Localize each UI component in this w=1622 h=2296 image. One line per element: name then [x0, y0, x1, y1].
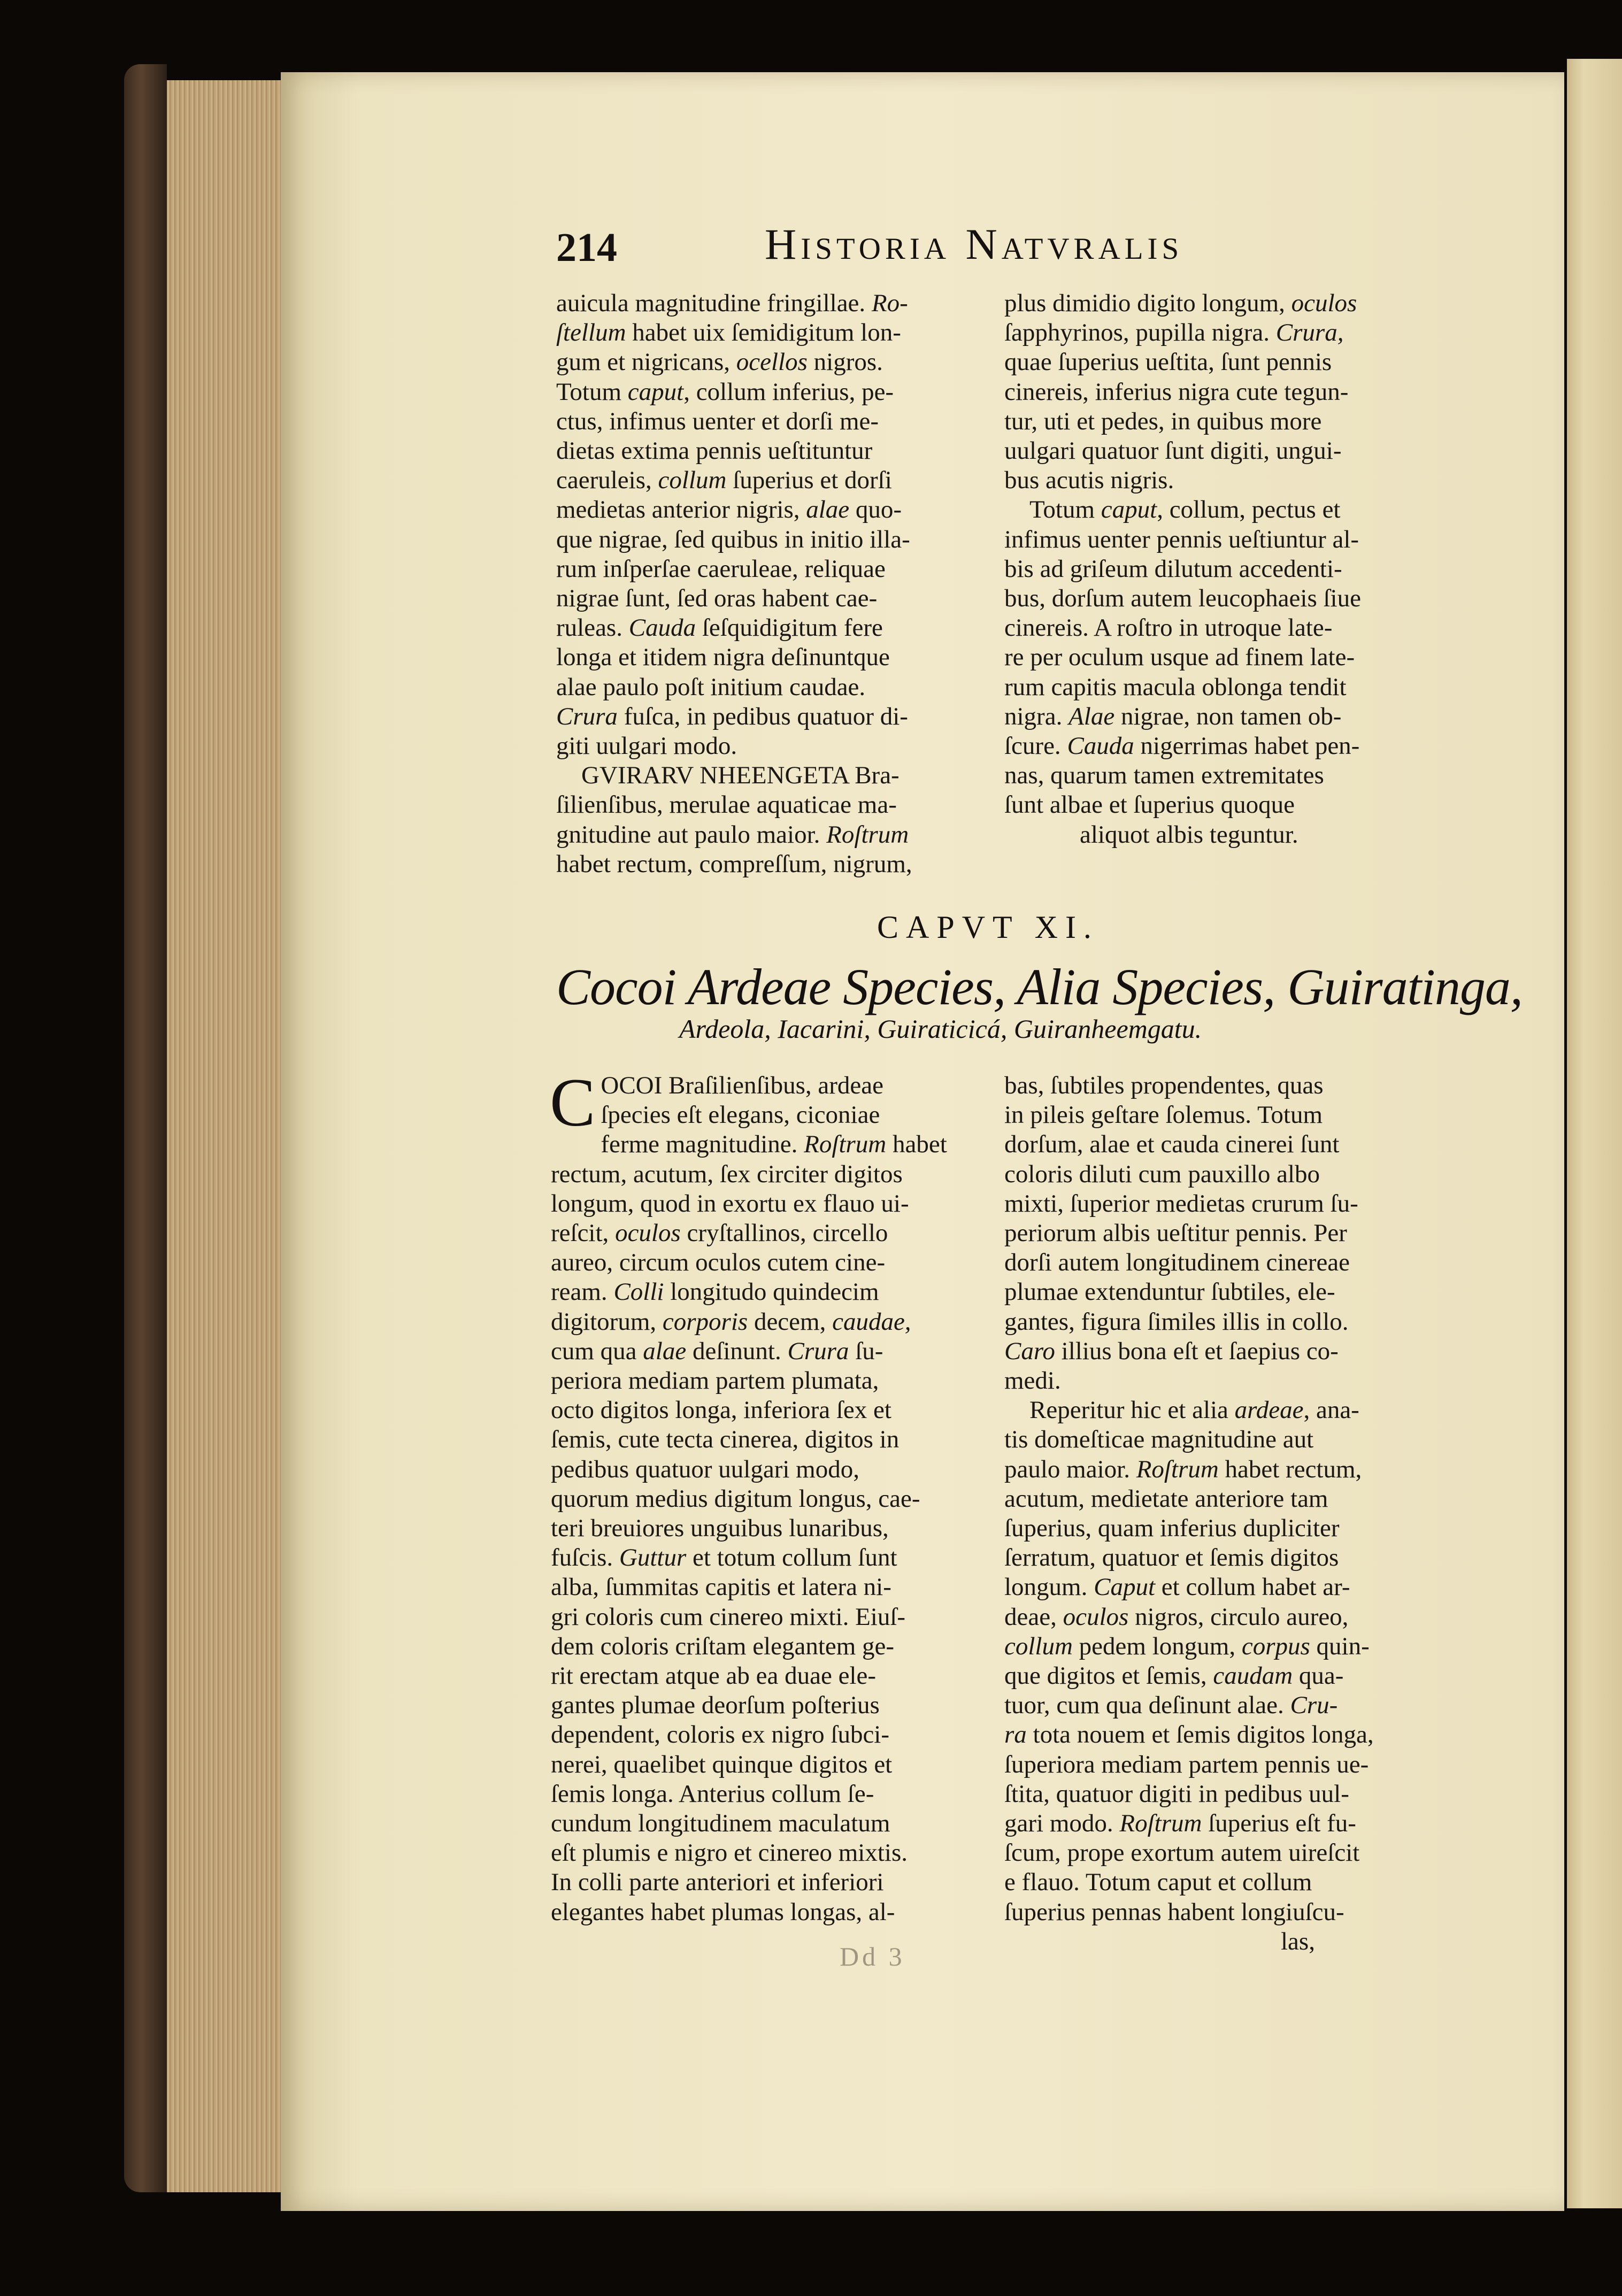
- text-run: decem,: [748, 1307, 833, 1336]
- text-run: cinereis. A roſtro in utroque late-: [1004, 614, 1333, 642]
- left-column-bottom: [550, 1065, 984, 1927]
- text-run: que digitos et ſemis,: [1004, 1662, 1213, 1690]
- italic-term: ocellos: [736, 348, 808, 376]
- text-run: caeruleis,: [556, 466, 658, 495]
- italic-term: ſtellum: [556, 319, 626, 347]
- text-run: paulo maior.: [1004, 1455, 1136, 1483]
- text-run: gum et nigricans,: [556, 348, 736, 376]
- text-run: las,: [1004, 1927, 1315, 1955]
- text-run: longitudo quindecim: [664, 1278, 879, 1306]
- text-run: ſuperius pennas habent longiuſcu-: [1004, 1898, 1344, 1926]
- text-run: uulgari quatuor ſunt digiti, ungui-: [1004, 437, 1342, 465]
- italic-term: caudae,: [832, 1307, 911, 1336]
- text-run: nigros, circulo aureo,: [1128, 1602, 1349, 1631]
- text-run: cum qua: [551, 1337, 643, 1365]
- text-run: bus, dorſum autem leucophaeis ſiue: [1004, 584, 1361, 613]
- italic-term: Colli: [613, 1278, 664, 1306]
- text-run: longum.: [1004, 1573, 1094, 1601]
- text-run: ſuperius et dorſi: [726, 466, 892, 495]
- italic-term: collum: [1004, 1632, 1073, 1660]
- text-run: pedibus quatuor uulgari modo,: [551, 1455, 859, 1483]
- italic-term: caput: [1101, 496, 1157, 524]
- italic-term: Alae: [1068, 702, 1115, 730]
- italic-term: Ro-: [871, 289, 908, 317]
- italic-term: Crura: [787, 1337, 849, 1365]
- text-run: alae paulo poſt initium caudae.: [556, 673, 866, 701]
- running-title: Historia Natvralis: [765, 220, 1183, 268]
- text-run: quorum medius digitum longus, cae-: [551, 1484, 920, 1513]
- signature-mark: Dd 3: [840, 1941, 905, 1971]
- chapter-title: Cocoi Ardeae Species, Alia Species, Guiratinga,: [556, 958, 1523, 1015]
- italic-term: alae: [643, 1337, 687, 1365]
- text-run: alba, ſummitas capitis et latera ni-: [551, 1573, 891, 1601]
- italic-term: caudam: [1213, 1662, 1293, 1690]
- text-run: ſapphyrinos, pupilla nigra.: [1004, 319, 1276, 347]
- text-run: elegantes habet plumas longas, al-: [551, 1898, 895, 1926]
- italic-term: Roſtrum: [1119, 1809, 1202, 1838]
- text-run: fuſca, in pedibus quatuor di-: [617, 702, 908, 730]
- text-run: infimus uenter pennis ueſtiuntur al-: [1004, 525, 1359, 553]
- page-number: 214: [556, 225, 617, 270]
- text-run: periorum albis ueſtitur pennis. Per: [1004, 1219, 1347, 1247]
- text-run: gantes plumae deorſum poſterius: [551, 1691, 880, 1720]
- text-run: bas, ſubtiles propendentes, quas: [1004, 1072, 1324, 1099]
- text-run: ſuperius eſt fu-: [1202, 1809, 1356, 1838]
- italic-term: Cru-: [1290, 1691, 1338, 1720]
- text-run: Totum: [1004, 496, 1101, 524]
- text-run: medietas anterior nigris,: [556, 496, 806, 524]
- italic-term: Cauda: [628, 614, 696, 642]
- text-run: Reperitur hic et alia: [1004, 1396, 1235, 1424]
- italic-term: Roſtrum: [1136, 1455, 1219, 1483]
- italic-term: corporis: [662, 1307, 748, 1336]
- text-run: OCOI Braſilienſibus, ardeae: [601, 1072, 883, 1099]
- text-run: ſcum, prope exortum autem uireſcit: [1004, 1839, 1360, 1867]
- text-run: quo-: [849, 496, 902, 524]
- text-run: , collum inferius, pe-: [683, 377, 894, 406]
- text-run: e flauo. Totum caput et collum: [1004, 1868, 1312, 1897]
- text-run: tuor, cum qua deſinunt alae.: [1004, 1691, 1290, 1720]
- right-column-bottom: [1004, 1071, 1432, 1956]
- text-run: ſunt albae et ſuperius quoque: [1004, 791, 1295, 819]
- text-run: habet rectum, compreſſum, nigrum,: [556, 850, 912, 878]
- italic-term: ardeae: [1234, 1396, 1304, 1424]
- text-run: gari modo.: [1004, 1809, 1120, 1838]
- chapter-number: CAPVT XI.: [877, 910, 1099, 945]
- text-run: qua-: [1293, 1662, 1344, 1690]
- text-run: pedem longum,: [1072, 1632, 1242, 1660]
- italic-term: Caput: [1094, 1573, 1156, 1601]
- left-column-top: [556, 289, 984, 879]
- text-run: nigros.: [807, 348, 883, 376]
- text-run: et collum habet ar-: [1155, 1573, 1350, 1601]
- text-run: dependent, coloris ex nigro ſubci-: [551, 1721, 890, 1749]
- text-run: ſuperius, quam inferius dupliciter: [1004, 1514, 1340, 1543]
- text-run: fuſcis.: [551, 1544, 619, 1572]
- italic-term: ra: [1004, 1721, 1027, 1749]
- italic-term: oculos: [615, 1219, 681, 1247]
- text-run: aliquot albis teguntur.: [1004, 820, 1298, 849]
- text-run: habet: [886, 1130, 947, 1159]
- text-run: nigerrimas habet pen-: [1134, 732, 1360, 760]
- italic-term: Crura,: [1275, 319, 1344, 347]
- text-run: gantes, figura ſimiles illis in collo.: [1004, 1307, 1349, 1336]
- text-run: cryſtallinos, circello: [680, 1219, 888, 1247]
- text-run: aureo, circum oculos cutem cine-: [551, 1249, 886, 1277]
- text-run: nigra.: [1004, 702, 1069, 730]
- text-run: mixti, ſuperior medietas crurum ſu-: [1004, 1189, 1358, 1218]
- text-run: periora mediam partem plumata,: [551, 1367, 879, 1395]
- text-run: ſeſquidigitum fere: [696, 614, 883, 642]
- left-column-bottom-text: [550, 1065, 947, 1926]
- right-column-top: [1004, 289, 1432, 850]
- text-run: ſtita, quatuor digiti in pedibus uul-: [1004, 1779, 1349, 1808]
- italic-term: collum: [658, 466, 727, 495]
- text-run: eſt plumis e nigro et cinereo mixtis.: [551, 1839, 908, 1867]
- text-run: deae,: [1004, 1602, 1063, 1631]
- text-run: re per oculum usque ad finem late-: [1004, 643, 1355, 672]
- text-run: longum, quod in exortu ex flauo ui-: [551, 1189, 909, 1218]
- text-run: Totum: [556, 377, 628, 406]
- text-run: rectum, acutum, ſex circiter digitos: [551, 1160, 903, 1188]
- text-run: GVIRARV NHEENGETA Bra-: [556, 761, 900, 790]
- italic-term: Caro: [1004, 1337, 1055, 1365]
- text-run: dem coloris criſtam elegantem ge-: [551, 1632, 895, 1660]
- drop-capital: C: [550, 1065, 596, 1141]
- text-run: ream.: [551, 1278, 614, 1306]
- text-run: longa et itidem nigra deſinuntque: [556, 643, 890, 672]
- text-run: auicula magnitudine fringillae.: [556, 289, 872, 317]
- text-run: dorſi autem longitudinem cinereae: [1004, 1249, 1350, 1277]
- text-run: digitorum,: [551, 1307, 663, 1336]
- text-run: ferme magnitudine.: [601, 1130, 804, 1159]
- text-run: que nigrae, ſed quibus in initio illa-: [556, 525, 910, 553]
- italic-term: Crura: [556, 702, 618, 730]
- italic-term: oculos: [1063, 1602, 1129, 1631]
- text-run: deſinunt.: [686, 1337, 788, 1365]
- book-binding: [124, 64, 167, 2192]
- text-run: dietas extima pennis ueſtituntur: [556, 437, 873, 465]
- italic-term: alae: [806, 496, 850, 524]
- italic-term: corpus: [1241, 1632, 1310, 1660]
- text-run: rum capitis macula oblonga tendit: [1004, 673, 1347, 701]
- text-run: in pileis geſtare ſolemus. Totum: [1004, 1101, 1323, 1129]
- text-run: rum inſperſae caeruleae, reliquae: [556, 554, 886, 583]
- text-run: et totum collum ſunt: [686, 1544, 897, 1572]
- facing-page-edge: [1567, 59, 1622, 2208]
- text-run: quin-: [1310, 1632, 1370, 1660]
- text-run: habet rectum,: [1218, 1455, 1362, 1483]
- italic-term: caput: [627, 377, 684, 406]
- italic-term: Cauda: [1067, 732, 1134, 760]
- text-run: rit erectam atque ab ea duae ele-: [551, 1662, 876, 1690]
- text-run: reſcit,: [551, 1219, 616, 1247]
- text-run: ſilienſibus, merulae aquaticae ma-: [556, 791, 897, 819]
- text-run: medi.: [1004, 1367, 1061, 1395]
- italic-term: Roſtrum: [826, 820, 909, 849]
- text-run: , collum, pectus et: [1157, 496, 1341, 524]
- italic-term: oculos: [1291, 289, 1357, 317]
- text-run: ruleas.: [556, 614, 629, 642]
- text-run: ſpecies eſt elegans, ciconiae: [601, 1101, 880, 1129]
- text-run: nigrae, non tamen ob-: [1114, 702, 1342, 730]
- text-run: ſemis, cute tecta cinerea, digitos in: [551, 1426, 900, 1454]
- text-run: illius bona eſt et ſaepius co-: [1055, 1337, 1339, 1365]
- italic-term: Guttur: [619, 1544, 687, 1572]
- text-run: ſu-: [849, 1337, 883, 1365]
- text-run: tota nouem et ſemis digitos longa,: [1026, 1721, 1374, 1749]
- text-run: acutum, medietate anteriore tam: [1004, 1484, 1328, 1513]
- text-run: quae ſuperius ueſtita, ſunt pennis: [1004, 348, 1332, 376]
- italic-term: Roſtrum: [804, 1130, 887, 1159]
- text-run: ſcure.: [1004, 732, 1067, 760]
- text-run: gnitudine aut paulo maior.: [556, 820, 827, 849]
- text-run: cinereis, inferius nigra cute tegun-: [1004, 377, 1349, 406]
- text-run: bus acutis nigris.: [1004, 466, 1174, 495]
- text-run: bis ad griſeum dilutum accedenti-: [1004, 554, 1342, 583]
- text-run: tur, uti et pedes, in quibus more: [1004, 407, 1322, 435]
- text-run: habet uix ſemidigitum lon-: [626, 319, 901, 347]
- text-run: ſuperiora mediam partem pennis ue-: [1004, 1750, 1369, 1778]
- text-run: ſerratum, quatuor et ſemis digitos: [1004, 1544, 1339, 1572]
- chapter-subtitle: Ardeola, Iacarini, Guiraticicá, Guiranheemgatu.: [679, 1014, 1202, 1044]
- text-run: plumae extenduntur ſubtiles, ele-: [1004, 1278, 1335, 1306]
- text-run: tis domeſticae magnitudine aut: [1004, 1426, 1314, 1454]
- text-run: octo digitos longa, inferiora ſex et: [551, 1396, 891, 1424]
- text-run: dorſum, alae et cauda cinerei ſunt: [1004, 1130, 1340, 1159]
- text-run: ſemis longa. Anterius collum ſe-: [551, 1779, 874, 1808]
- text-run: teri breuiores unguibus lunaribus,: [551, 1514, 889, 1543]
- text-run: , ana-: [1303, 1396, 1359, 1424]
- text-run: nerei, quaelibet quinque digitos et: [551, 1750, 893, 1778]
- text-run: giti uulgari modo.: [556, 732, 737, 760]
- text-run: coloris diluti cum pauxillo albo: [1004, 1160, 1320, 1188]
- text-run: cundum longitudinem maculatum: [551, 1809, 890, 1838]
- text-run: In colli parte anteriori et inferiori: [551, 1868, 884, 1897]
- text-run: ctus, infimus uenter et dorſi me-: [556, 407, 879, 435]
- text-run: gri coloris cum cinereo mixti. Eiuſ-: [551, 1602, 906, 1631]
- text-run: plus dimidio digito longum,: [1004, 289, 1292, 317]
- text-run: nas, quarum tamen extremitates: [1004, 761, 1324, 790]
- page-edges: [167, 80, 285, 2192]
- text-run: nigrae ſunt, ſed oras habent cae-: [556, 584, 878, 613]
